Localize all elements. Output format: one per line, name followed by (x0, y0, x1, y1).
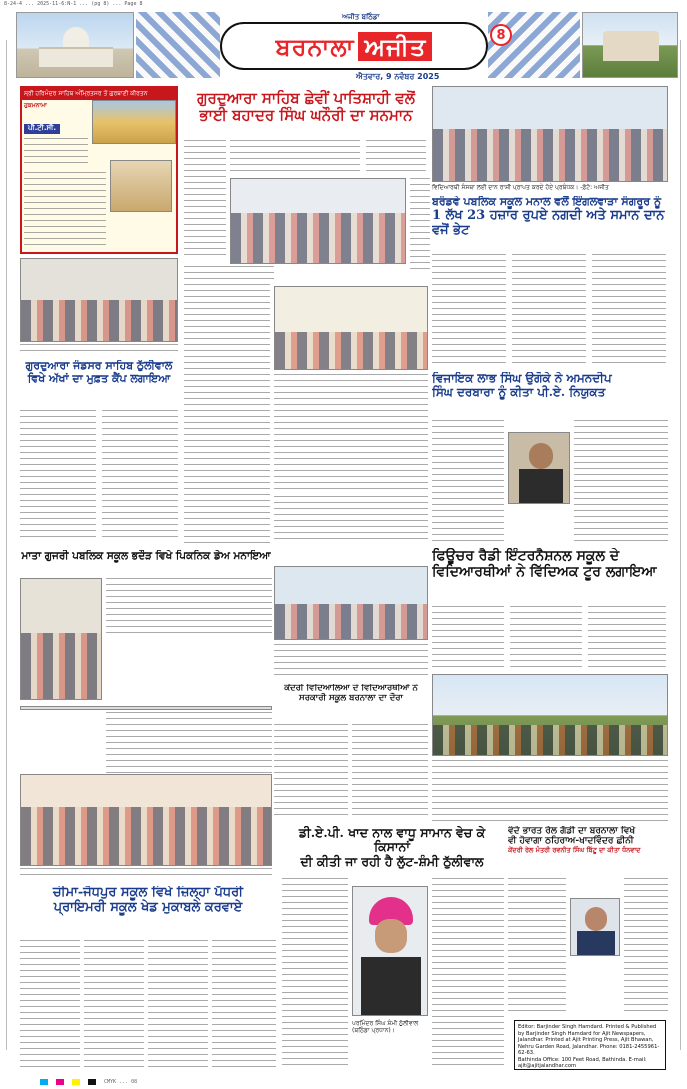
imprint-line-2: Jalandhar. Printed at Ajit Printing Press, Ajit Bhawan, Nehru Garden Road, Jalandhar. Phone: 0181-2455961-62-63. (518, 1037, 660, 1056)
page-number-badge: 8 (490, 24, 512, 46)
article-bharat-headline (508, 826, 668, 872)
sidebar-text (24, 138, 88, 168)
article-eye-camp-photo (20, 258, 178, 342)
article-dap-headline (282, 826, 502, 872)
article-cheema-text-3 (148, 940, 208, 1072)
headline-line-2: ਵਿਖੇ ਅੱਖਾਂ ਦਾ ਮੁਫ਼ਤ ਕੈਂਪ ਲਗਾਇਆ (27, 371, 171, 385)
gurdwara-photo (16, 12, 134, 78)
sidebar-subhead: ਹੁਕਮਨਾਮਾ (24, 102, 47, 109)
magenta-swatch (56, 1079, 64, 1085)
masthead-pattern-left (136, 12, 220, 78)
masthead-date: ਐਤਵਾਰ, 9 ਨਵੰਬਰ 2025 (356, 72, 440, 81)
imprint-box (514, 1020, 666, 1070)
column-middle-text (274, 374, 428, 492)
article-picnic-text-2 (106, 712, 272, 774)
picnic-photo-1 (20, 578, 102, 700)
headline-line-2: ਪ੍ਰਾਇਮਰੀ ਸਕੂਲ ਖੇਡ ਮੁਕਾਬਲੇ ਕਰਵਾਏ (53, 899, 243, 915)
yellow-swatch (72, 1079, 80, 1085)
column-middle-text-2 (274, 496, 428, 544)
black-swatch (88, 1079, 96, 1085)
cyan-swatch (40, 1079, 48, 1085)
article-picnic-text (106, 578, 272, 634)
masthead-city: ਬਰਨਾਲਾ (275, 31, 355, 61)
article-bharat-text-2 (624, 878, 668, 1014)
masthead-title (220, 22, 488, 70)
column-middle-left-text (184, 284, 270, 544)
sidebar-schedule-text (24, 172, 106, 250)
imprint-line-1: Editor: Barjinder Singh Hamdard. Printed & Published by Barjinder Singh Hamdard for Ajit Newspapers, (518, 1024, 657, 1037)
article-public-school-text-2 (512, 254, 586, 364)
headline-line-2: ਸਿੰਘ ਦਰਬਾਰਾ ਨੂੰ ਕੀਤਾ ਪੀ.ਏ. ਨਿਯੁਕਤ (432, 384, 606, 399)
kirtan-sidebar (20, 86, 178, 254)
article-picnic-headline (20, 550, 272, 570)
headline-line-1: ਕੇਂਦਰੀ ਵਿਦਿਆਲਿਆ ਦੇ ਵਿਦਿਆਰਥੀਆਂ ਨੇ (284, 684, 418, 693)
column-middle-text-3 (274, 644, 428, 680)
article-bharat-text-1 (508, 878, 566, 1014)
headline-line-2: 1 ਲੱਖ 23 ਹਜ਼ਾਰ ਰੁਪਏ ਨਗਦੀ ਅਤੇ ਸਮਾਨ ਦਾਨ ਵਜੋਂ ਭੇਟ (432, 207, 665, 238)
headline-line-2: ਭਾਈ ਬਹਾਦਰ ਸਿੰਘ ਘਨੌਰੀ ਦਾ ਸਨਮਾਨ (199, 106, 413, 125)
picnic-photo-2 (20, 774, 272, 866)
headline-line-1: ਗੁਰਦੁਆਰਾ ਸਾਹਿਬ ਛੇਵੀਂ ਪਾਤਿਸ਼ਾਹੀ ਵਲੋਂ (197, 90, 415, 107)
headline-line-2: ਸਰਕਾਰੀ ਸਕੂਲ ਬਰਨਾਲਾ ਦਾ ਦੌਰਾ (299, 692, 403, 703)
article-public-school-photo (432, 86, 668, 182)
article-eye-camp-caption (20, 344, 178, 356)
imprint-line-3: Bathinda Office: 100 Feet Road, Bathinda. E-mail: ajit@ajitjalandhar.com (518, 1056, 647, 1069)
article-kendriya-headline (276, 684, 426, 720)
bharat-portrait-photo (570, 898, 620, 956)
headline-line-1: ਬਰੰਡਵੇ ਪਬਲਿਕ ਸਕੂਲ ਮਨਾਲ ਵਲੋਂ ਇੰਗਲਵਾੜਾ ਸੰਗਰੂਰ ਨੂੰ (432, 196, 662, 208)
crop-mark-right (680, 40, 681, 1050)
article-future-ready-text-4 (432, 760, 668, 822)
dap-photo-caption: ਪਰਮਿੰਦਰ ਸਿੰਘ ਸ਼ੰਮੀ ਠੁੱਲੀਵਾਲ (ਬਠਿੰਡਾ ਪ੍ਰਧਾਨ)। (352, 1020, 419, 1035)
masthead-brand: ਅਜੀਤ ਬਠਿੰਡਾ (342, 13, 380, 21)
article-cheema-text-1 (20, 940, 80, 1072)
article-eye-camp-headline (20, 360, 178, 406)
article-gurdwara-text-1 (184, 140, 226, 260)
article-gurdwara-photo (230, 178, 406, 264)
article-gurdwara-caption (184, 266, 274, 280)
article-cheema-text-2 (84, 940, 144, 1072)
headline-line-1: ਵਿਜਾਇਕ ਲਾਭ ਸਿੰਘ ਉਗੋਕੇ ਨੇ ਅਮਨਦੀਪ (432, 372, 612, 385)
article-future-ready-headline (432, 548, 668, 600)
article-eye-camp-text-1 (20, 410, 96, 542)
sidebar-program-label: ਪੀ.ਟੀ.ਸੀ. (24, 124, 60, 134)
sidebar-photo (110, 160, 172, 212)
dap-portrait-photo (352, 886, 428, 1016)
ceremony-photo (274, 286, 428, 370)
article-gurdwara-text-4 (410, 178, 430, 270)
sidebar-header: ਸ੍ਰੀ ਹਰਿਮੰਦਰ ਸਾਹਿਬ ਅੰਮ੍ਰਿਤਸਰ ਤੋਂ ਗੁਰਬਾਣੀ ਕੀਰਤਨ (22, 88, 176, 100)
landmark-photo (582, 12, 678, 78)
headline-line-1: ਡੀ.ਏ.ਪੀ. ਖਾਦ ਨਾਲ ਵਾਧੂ ਸਾਮਾਨ ਵੇਚ ਕੇ ਕਿਸਾਨਾਂ (298, 826, 486, 855)
bottom-strip-text: CMYK ... 08 (104, 1079, 138, 1085)
article-gurdwara-text-3 (366, 140, 426, 174)
headline-line-1: ਚੀਮਾ-ਜੋਧਪੁਰ ਸਕੂਲ ਵਿਖੇ ਜ਼ਿਲ੍ਹਾ ਪੱਧਰੀ (52, 886, 244, 900)
article-cheema-headline (20, 886, 276, 934)
future-ready-photo (274, 566, 428, 640)
headline: ਮਾਤਾ ਗੁਜਰੀ ਪਬਲਿਕ ਸਕੂਲ ਭਦੌੜ ਵਿਖੇ ਪਿਕਨਿਕ ਡੇਅ ਮਨਾਇਆ (21, 550, 271, 562)
article-kendriya-text-2 (352, 724, 428, 818)
headline-subhead: ਕੇਂਦਰੀ ਰੇਲ ਮੰਤਰੀ ਰਵਨੀਤ ਸਿੰਘ ਬਿੱਟੂ ਦਾ ਕੀਤਾ ਧੰਨਵਾਦ (508, 845, 641, 854)
print-info-strip: 8-24-4 ... 2025-11-6:N-1 ... (pg 8) ... Page 8 (4, 1, 143, 7)
article-dap-text-1 (282, 878, 348, 1070)
picnic-photo-caption (20, 868, 272, 878)
article-kendriya-text-1 (274, 724, 348, 818)
headline-line-1: ਗੁਰਦੁਆਰਾ ਜੰਡਸਰ ਸਾਹਿਬ ਠੁੱਲੀਵਾਲ (25, 360, 173, 372)
article-cheema-text-4 (212, 940, 276, 1072)
article-gurdwara-text-2 (230, 140, 360, 174)
golden-temple-photo (92, 100, 176, 144)
tour-photo (432, 674, 668, 756)
article-eye-camp-text-2 (102, 410, 178, 542)
crop-mark-left (6, 40, 7, 1050)
headline-line-2: ਵੀ ਹੋਵਾਗਾ ਠਹਿਰਾਅ-ਖਾਦਵਿੰਦਰ ਛੀਨੀ (508, 836, 634, 847)
headline-line-1: ਵੰਦੇ ਭਾਰਤ ਰੇਲ ਗੱਡੀ ਦਾ ਬਰਨਾਲਾ ਵਿਖੇ (508, 826, 636, 836)
article-public-school-caption: ਵਿਦਿਆਰਥੀ ਸੰਸਥਾ ਲਈ ਦਾਨ ਰਾਸ਼ੀ ਪ੍ਰਾਪਤ ਕਰਦੇ ਹੋਏ ਪ੍ਰਬੰਧਕ। -ਫ਼ੋਟੋ: ਅਜੀਤ (432, 184, 609, 191)
article-future-ready-text-3 (588, 606, 666, 670)
article-appointment-text-2 (574, 420, 668, 544)
appointee-photo (508, 432, 570, 504)
headline-line-2: ਵਿਦਿਆਰਥੀਆਂ ਨੇ ਵਿੱਦਿਅਕ ਟੂਰ ਲਗਾਇਆ (432, 564, 657, 581)
article-dap-text-2 (432, 878, 504, 1070)
article-gurdwara-headline (184, 90, 428, 134)
headline-line-1: ਫਿਊਚਰ ਰੈਡੀ ਇੰਟਰਨੈਸ਼ਨਲ ਸਕੂਲ ਦੇ (432, 548, 620, 564)
masthead (16, 12, 678, 82)
article-appointment-headline (432, 372, 668, 412)
article-public-school-headline (432, 196, 668, 250)
picnic-divider (20, 706, 272, 710)
article-public-school-text-1 (432, 254, 506, 364)
article-future-ready-text-2 (510, 606, 582, 670)
masthead-paper: ਅਜੀਤ (358, 32, 432, 61)
article-appointment-text-1 (432, 420, 504, 544)
color-registration-strip (0, 1076, 687, 1089)
article-public-school-text-3 (592, 254, 666, 364)
headline-line-2: ਦੀ ਕੀਤੀ ਜਾ ਰਹੀ ਹੈ ਲੁੱਟ-ਸ਼ੰਮੀ ਠੁੱਲੀਵਾਲ (300, 853, 484, 869)
article-future-ready-text-1 (432, 606, 504, 670)
